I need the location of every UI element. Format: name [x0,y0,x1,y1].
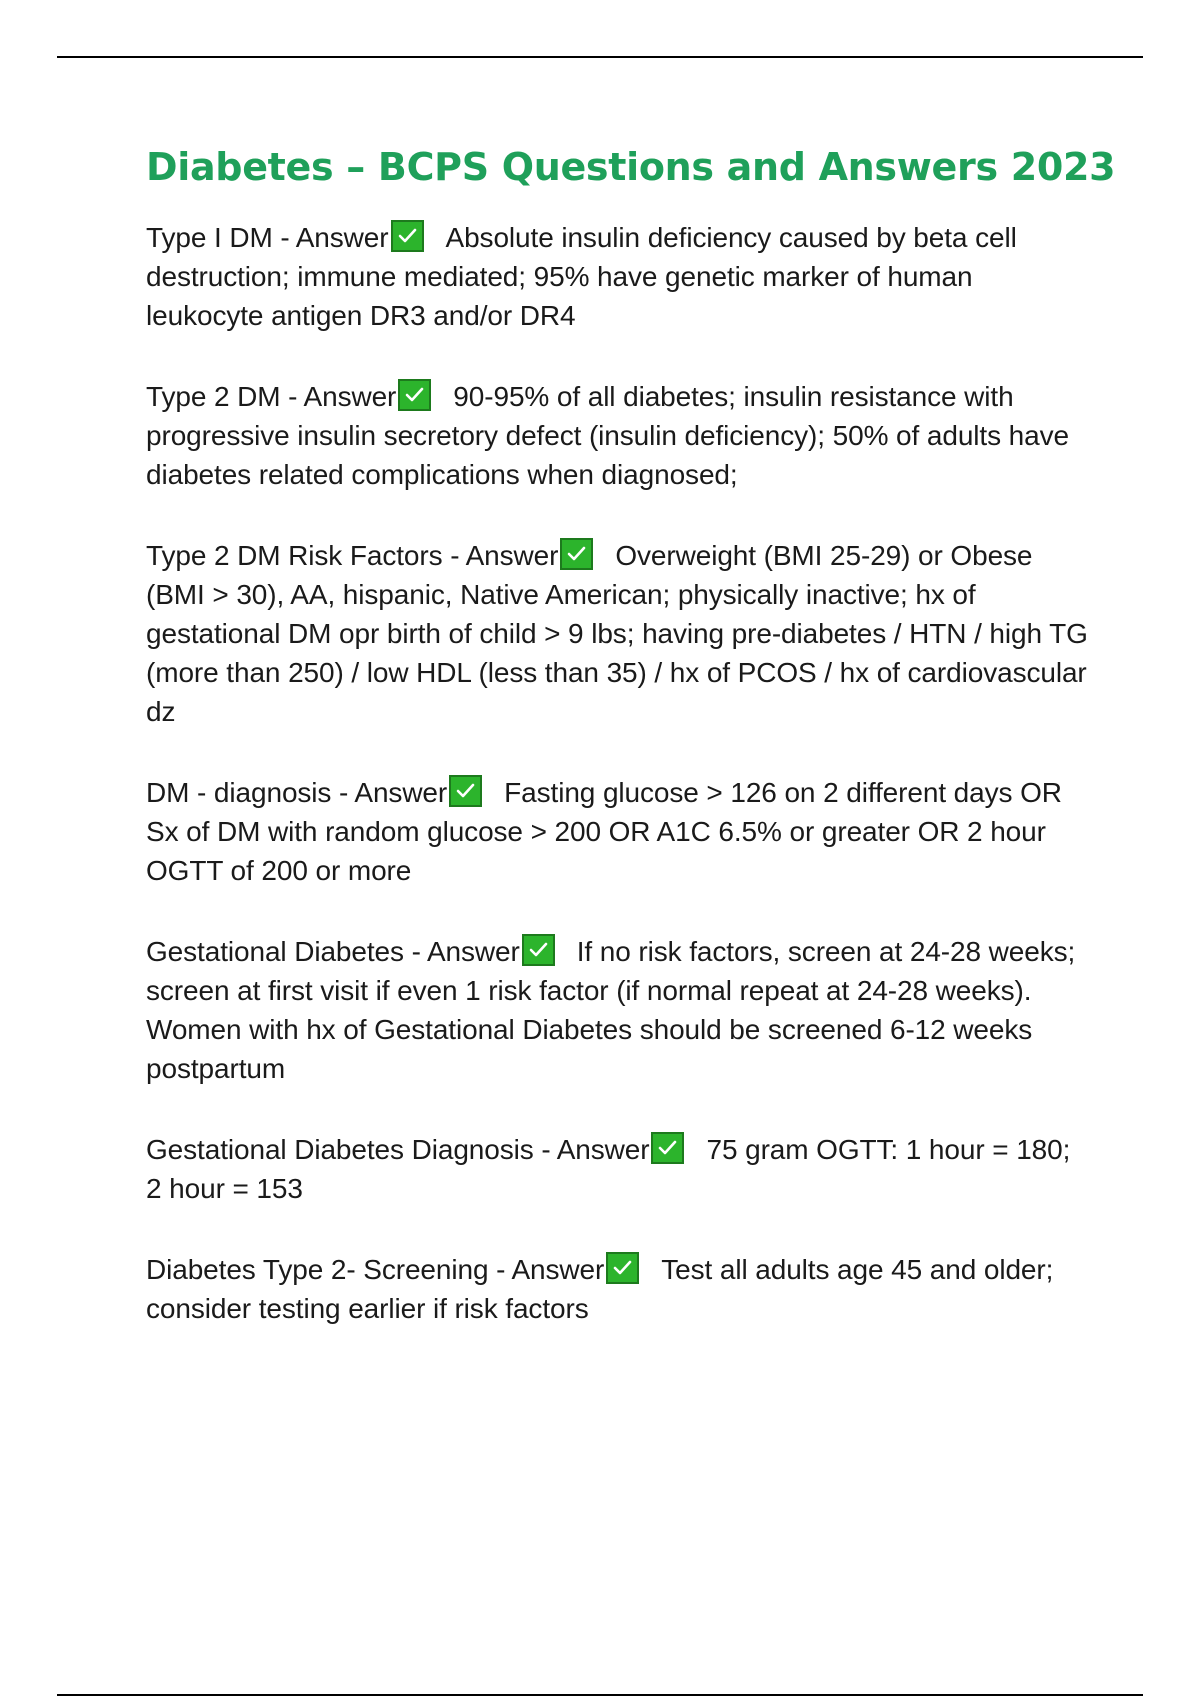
check-mark-icon [391,220,424,252]
qa-item [146,536,1092,731]
question-text: Type 2 DM Risk Factors - Answer [146,540,559,571]
qa-item [146,773,1092,890]
check-mark-icon [560,538,593,570]
question-text: DM - diagnosis - Answer [146,777,448,808]
answer-text: Fasting glucose > 126 on 2 different days OR Sx of DM with random glucose > 200 OR A1C 6.5% or greater OR 2 hour OGTT of 200 or more [146,777,1062,886]
check-mark-icon [606,1252,639,1284]
question-text: Type 2 DM - Answer [146,381,397,412]
answer-text: 75 gram OGTT: 1 hour = 180; 2 hour = 153 [146,1134,1071,1204]
question-text: Diabetes Type 2- Screening - Answer [146,1254,605,1285]
question-text: Gestational Diabetes - Answer [146,936,520,967]
question-text: Type I DM - Answer [146,222,389,253]
qa-item [146,1130,1092,1208]
bottom-rule [57,1694,1143,1696]
question-text: Gestational Diabetes Diagnosis - Answer [146,1134,650,1165]
check-mark-icon [449,775,482,807]
answer-text: If no risk factors, screen at 24-28 weeks; screen at first visit if even 1 risk factor (if normal repeat at 24-28 weeks). Women with hx of Gestational Diabetes should be screened 6-12 weeks postpartum [146,936,1076,1084]
top-rule [57,56,1143,58]
qa-item [146,932,1092,1088]
answer-text: 90-95% of all diabetes; insulin resistance with progressive insulin secretory defect (insulin deficiency); 50% of adults have diabetes related complications when diagnosed; [146,381,1069,490]
check-mark-icon [651,1132,684,1164]
answer-text: Overweight (BMI 25-29) or Obese (BMI > 30), AA, hispanic, Native American; physically inactive; hx of gestational DM opr birth of child > 9 lbs; having pre-diabetes / HTN / high TG (more than 250) / low HDL (less than 35) / hx of PCOS / hx of cardiovascular dz [146,540,1088,727]
document-title: Diabetes – BCPS Questions and Answers 2023 [146,145,1116,189]
document-body [146,142,1116,1370]
qa-item [146,218,1092,335]
check-mark-icon [398,379,431,411]
answer-text: Test all adults age 45 and older; consider testing earlier if risk factors [146,1254,1054,1324]
check-mark-icon [522,934,555,966]
answer-text: Absolute insulin deficiency caused by beta cell destruction; immune mediated; 95% have genetic marker of human leukocyte antigen DR3 and/or DR4 [146,222,1017,331]
qa-item [146,377,1092,494]
qa-item [146,1250,1092,1328]
